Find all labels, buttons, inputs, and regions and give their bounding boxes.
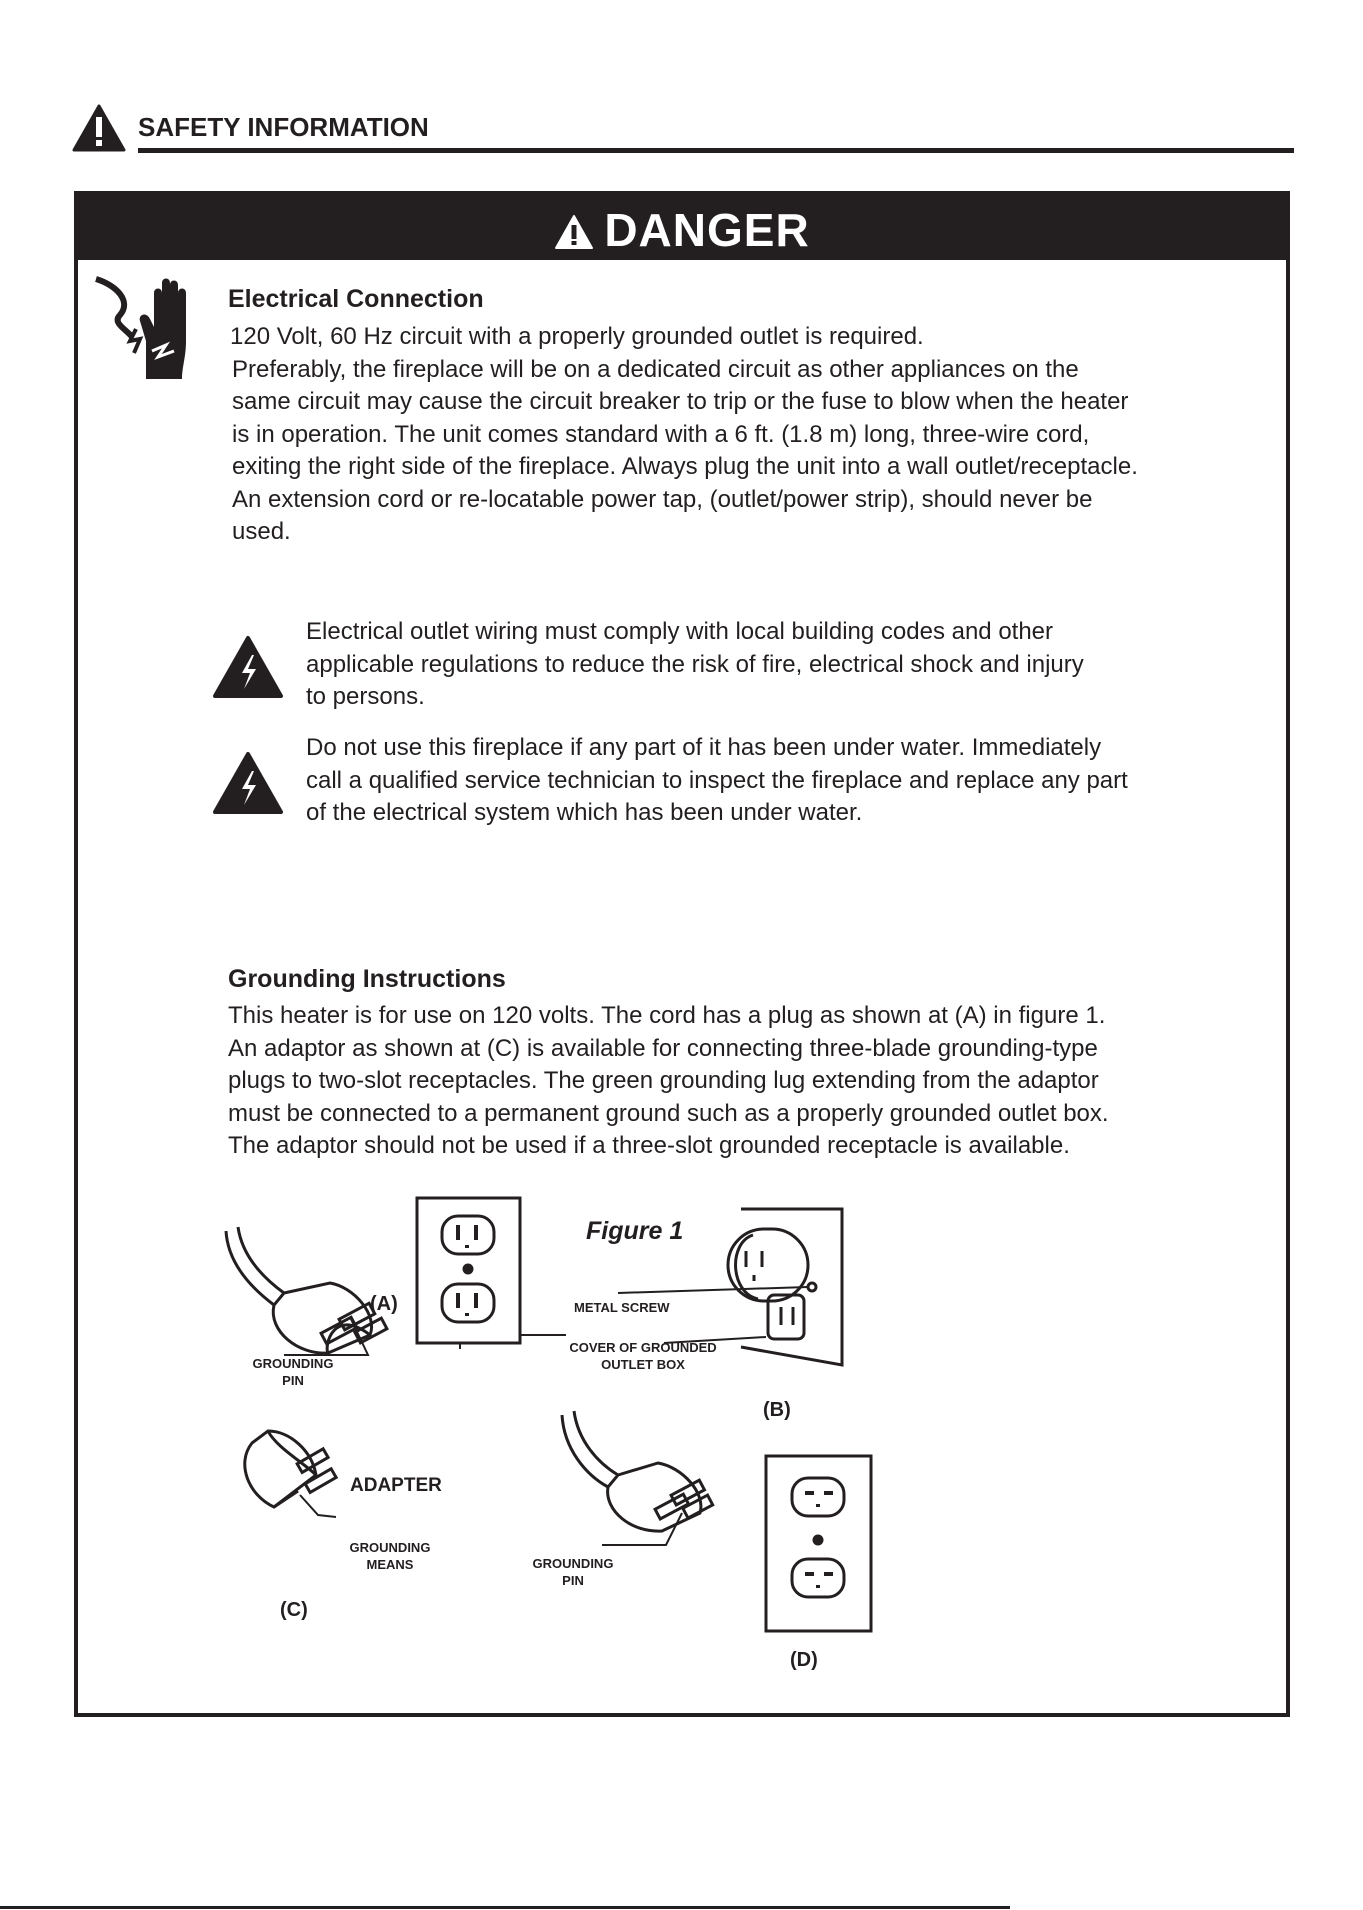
text-line: is in operation. The unit comes standard with a 6 ft. (1.8 m) long, three-wire cord, <box>232 420 1090 448</box>
text-line: same circuit may cause the circuit breaker to trip or the fuse to blow when the heater <box>232 388 1129 415</box>
text-line: applicable regulations to reduce the risk of fire, electrical shock and injury <box>306 650 1084 678</box>
figure-1-drawing <box>78 195 1286 1713</box>
label-line: GROUNDING <box>252 1356 334 1371</box>
text-line: Do not use this fireplace if any part of it has been under water. Immediately <box>306 734 1102 761</box>
label-b: (B) <box>763 1399 791 1421</box>
outlet-d <box>766 1456 871 1631</box>
header-rule <box>138 148 1294 153</box>
label-line: GROUNDING <box>349 1540 431 1555</box>
safety-header <box>72 104 1294 156</box>
grounding-instructions-heading: Grounding Instructions <box>228 965 506 993</box>
danger-box <box>74 191 1290 1717</box>
text-line: plugs to two-slot receptacles. The green grounding lug extending from the adaptor <box>228 1067 1099 1094</box>
outlet-a <box>417 1198 520 1343</box>
adapter-c <box>245 1431 336 1517</box>
text-line: The adaptor should not be used if a three-slot grounded receptacle is available. <box>228 1132 1070 1159</box>
label-line: GROUNDING <box>532 1556 614 1571</box>
electrical-connection-heading: Electrical Connection <box>228 285 484 313</box>
label-line: OUTLET BOX <box>601 1357 685 1372</box>
text-line: call a qualified service technician to inspect the fireplace and replace any part <box>306 766 1128 794</box>
figure-title: Figure 1 <box>586 1217 684 1245</box>
text-line: used. <box>232 518 291 545</box>
text-line: An extension cord or re-locatable power tap, (outlet/power strip), should never be <box>232 485 1093 513</box>
text-line: This heater is for use on 120 volts. The cord has a plug as shown at (A) in figure 1. <box>228 1002 1106 1029</box>
label-line: COVER OF GROUNDED <box>569 1340 717 1355</box>
three-prong-plug-a <box>226 1227 387 1355</box>
cover-outlet-box-label <box>558 1339 728 1373</box>
label-line: MEANS <box>366 1557 414 1572</box>
label-d: (D) <box>790 1649 818 1671</box>
label-line: PIN <box>282 1373 304 1388</box>
danger-title: DANGER <box>78 203 1286 257</box>
section-title: SAFETY INFORMATION <box>138 112 429 142</box>
text-line: 120 Volt, 60 Hz circuit with a properly grounded outlet is required. <box>230 323 924 350</box>
label-a: (A) <box>370 1293 398 1315</box>
label-line: PIN <box>562 1573 584 1588</box>
bottom-rule <box>0 1906 1010 1909</box>
three-prong-plug <box>562 1411 713 1545</box>
text-line: of the electrical system which has been under water. <box>306 799 863 826</box>
grounding-pin-label <box>248 1355 338 1389</box>
text-line: exiting the right side of the fireplace. Always plug the unit into a wall outlet/receptacle. <box>232 453 1138 480</box>
text-line: must be connected to a permanent ground such as a properly grounded outlet box. <box>228 1099 1109 1127</box>
metal-screw-label: METAL SCREW <box>574 1300 670 1315</box>
text-line: to persons. <box>306 683 425 710</box>
text-line: Preferably, the fireplace will be on a dedicated circuit as other appliances on the <box>232 355 1079 383</box>
warning-triangle-icon <box>72 104 126 152</box>
text-line: Electrical outlet wiring must comply with local building codes and other <box>306 618 1054 645</box>
label-c: (C) <box>280 1599 308 1621</box>
adapter-label: ADAPTER <box>350 1475 442 1496</box>
text-line: An adaptor as shown at (C) is available for connecting three-blade grounding-type <box>228 1034 1098 1062</box>
grounding-means-label <box>340 1539 440 1573</box>
grounding-pin-label-2 <box>528 1555 618 1589</box>
